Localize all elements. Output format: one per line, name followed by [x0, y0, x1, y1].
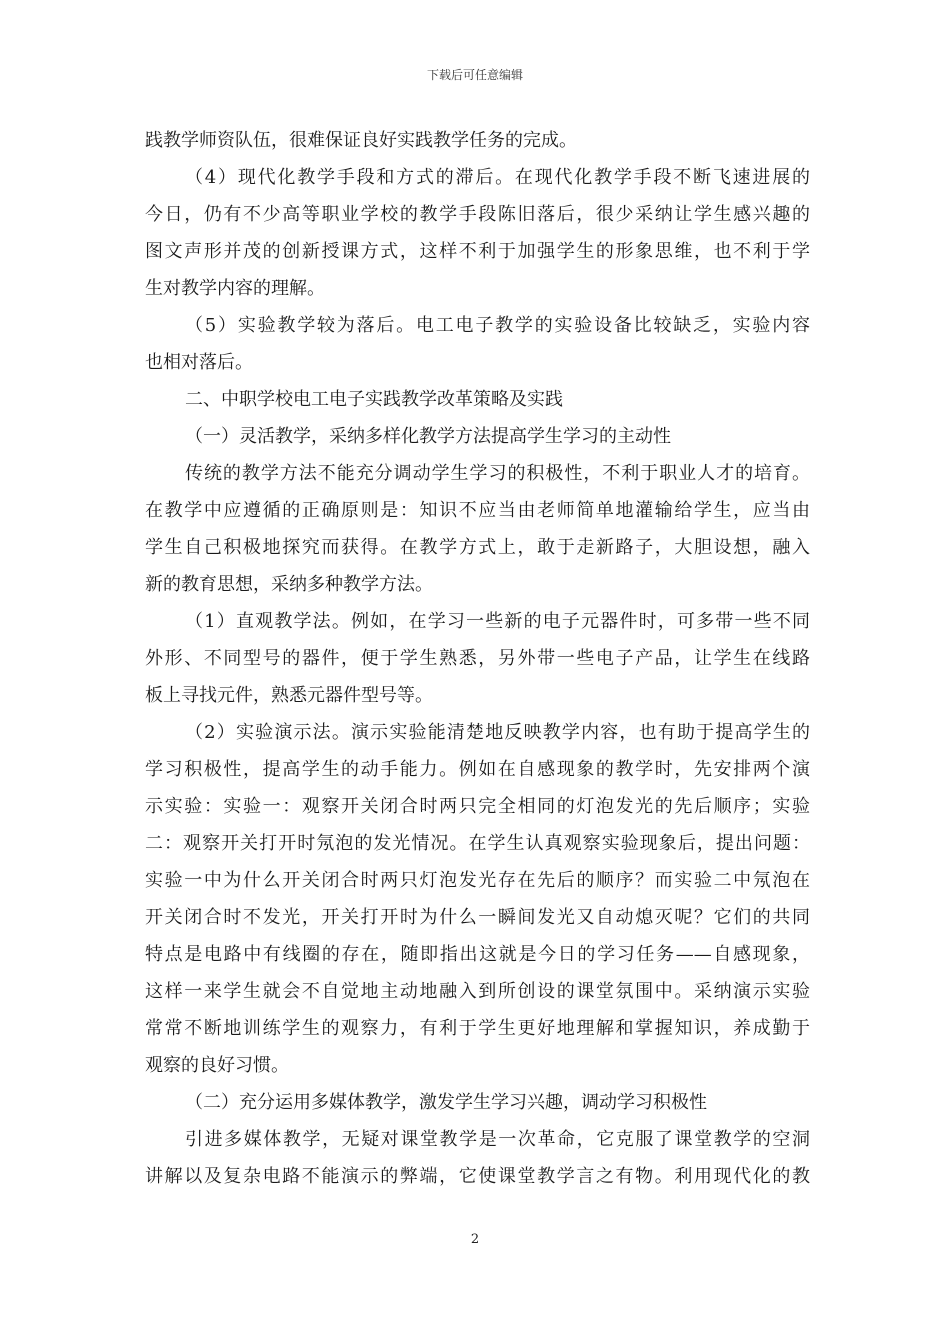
text-line: 学生自己积极地探究而获得。在教学方式上，敢于走新路子，大胆设想，融入 [145, 537, 810, 558]
text-line: （1）直观教学法。例如，在学习一些新的电子元器件时，可多带一些不同 [185, 611, 810, 632]
text-line: 这样一来学生就会不自觉地主动地融入到所创设的课堂氛围中。采纳演示实验 [145, 981, 810, 1002]
text-line: 学习积极性，提高学生的动手能力。例如在自感现象的教学时，先安排两个演 [145, 759, 810, 780]
text-line: 板上寻找元件，熟悉元器件型号等。 [145, 685, 433, 706]
document-body [145, 122, 810, 1195]
text-line: 观察的良好习惯。 [145, 1055, 289, 1076]
text-line: （2）实验演示法。演示实验能清楚地反映教学内容，也有助于提高学生的 [185, 722, 810, 743]
text-line: 引进多媒体教学，无疑对课堂教学是一次革命，它克服了课堂教学的空洞 [185, 1129, 810, 1150]
page-number: 2 [470, 1232, 480, 1247]
text-line: 传统的教学方法不能充分调动学生学习的积极性，不利于职业人才的培育。 [185, 463, 810, 484]
text-line: （二）充分运用多媒体教学，激发学生学习兴趣，调动学习积极性 [185, 1092, 707, 1113]
text-line: 新的教育思想，采纳多种教学方法。 [145, 574, 433, 595]
text-line: （一）灵活教学，采纳多样化教学方法提高学生学习的主动性 [185, 426, 671, 447]
text-line: 图文声形并茂的创新授课方式，这样不利于加强学生的形象思维，也不利于学 [145, 241, 810, 262]
text-line: 践教学师资队伍，很难保证良好实践教学任务的完成。 [145, 130, 577, 151]
text-line: 讲解以及复杂电路不能演示的弊端，它使课堂教学言之有物。利用现代化的教 [145, 1166, 810, 1187]
text-line: （4）现代化教学手段和方式的滞后。在现代化教学手段不断飞速进展的 [185, 167, 810, 188]
text-line: 常常不断地训练学生的观察力，有利于学生更好地理解和掌握知识，养成勤于 [145, 1018, 810, 1039]
text-line: 二：观察开关打开时氖泡的发光情况。在学生认真观察实验现象后，提出问题： [145, 833, 810, 854]
text-line: 二、中职学校电工电子实践教学改革策略及实践 [185, 389, 563, 410]
text-line: 特点是电路中有线圈的存在，随即指出这就是今日的学习任务——自感现象， [145, 944, 810, 965]
text-line: 今日，仍有不少高等职业学校的教学手段陈旧落后，很少采纳让学生感兴趣的 [145, 204, 810, 225]
text-line: 实验一中为什么开关闭合时两只灯泡发光存在先后的顺序？而实验二中氖泡在 [145, 870, 810, 891]
text-line: 开关闭合时不发光，开关打开时为什么一瞬间发光又自动熄灭呢？它们的共同 [145, 907, 810, 928]
text-line: 也相对落后。 [145, 352, 253, 373]
page-header: 下载后可任意编辑 [426, 68, 523, 82]
text-line: 示实验：实验一：观察开关闭合时两只完全相同的灯泡发光的先后顺序；实验 [145, 796, 810, 817]
text-line: 在教学中应遵循的正确原则是：知识不应当由老师简单地灌输给学生，应当由 [145, 500, 810, 521]
text-line: 外形、不同型号的器件，便于学生熟悉，另外带一些电子产品，让学生在线路 [145, 648, 810, 669]
text-line: 生对教学内容的理解。 [145, 278, 325, 299]
text-line: （5）实验教学较为落后。电工电子教学的实验设备比较缺乏，实验内容 [185, 315, 810, 336]
